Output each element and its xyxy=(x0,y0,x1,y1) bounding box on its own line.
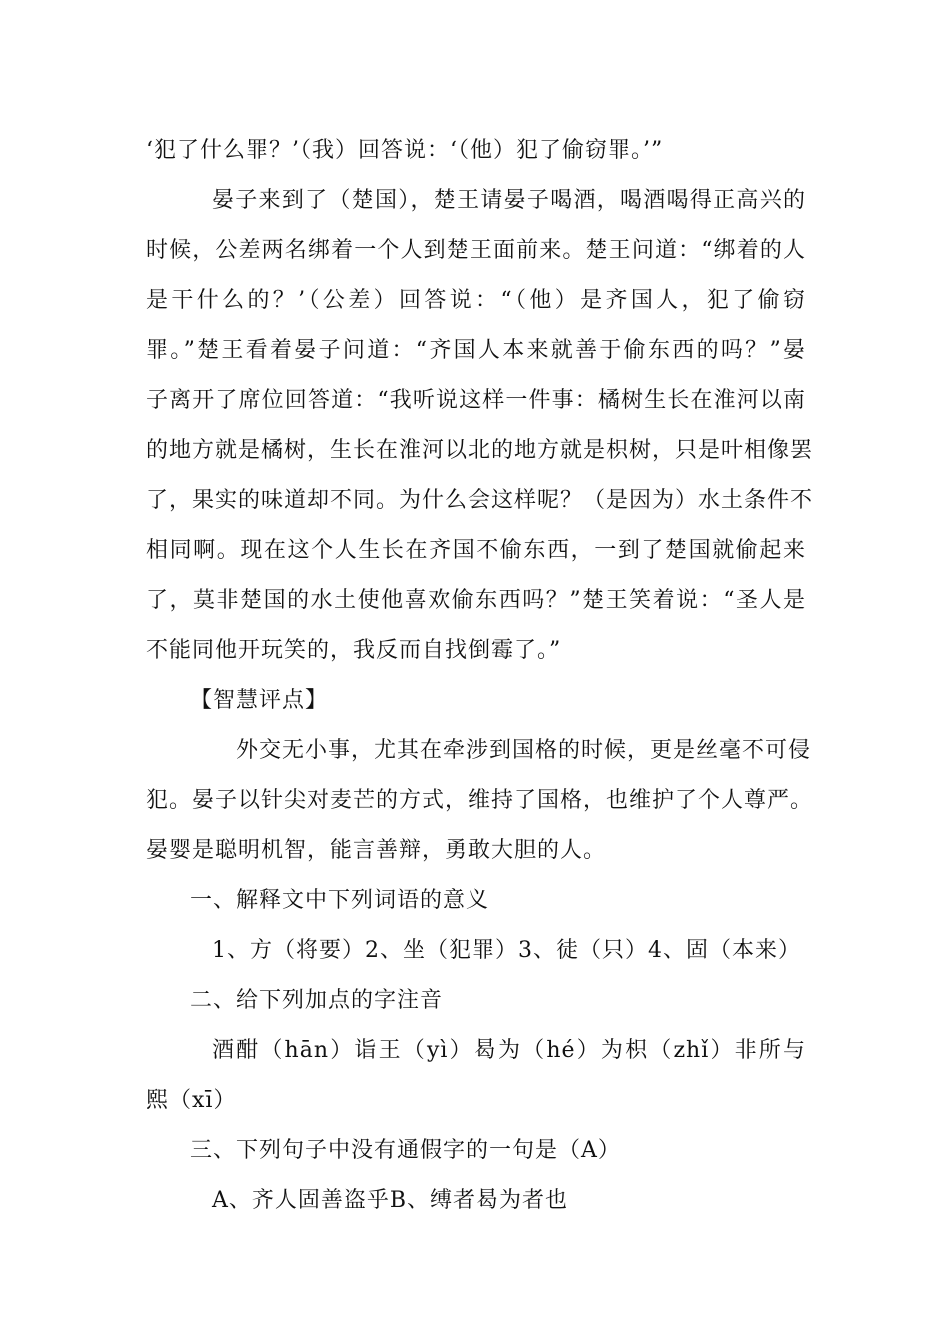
story-line-11: 不能同他开玩笑的，我反而自找倒霉了。” xyxy=(146,638,562,663)
story-line-3: 时候，公差两名绑着一个人到楚王面前来。楚王问道：“绑着的人 xyxy=(146,238,806,263)
story-line-5: 罪。”楚王看着晏子问道：“齐国人本来就善于偷东西的吗？”晏 xyxy=(146,338,806,363)
comment-line-2: 犯。晏子以针尖对麦芒的方式，维持了国格，也维护了个人尊严。 xyxy=(146,788,814,813)
question-1-answer: 1、方（将要）2、坐（犯罪）3、徒（只）4、固（本来） xyxy=(212,938,801,963)
story-line-6: 子离开了席位回答道：“我听说这样一件事：橘树生长在淮河以南 xyxy=(146,388,806,413)
question-3-heading: 三、下列句子中没有通假字的一句是（A） xyxy=(190,1138,621,1163)
story-line-2: 晏子来到了（楚国），楚王请晏子喝酒，喝酒喝得正高兴的 xyxy=(212,188,806,213)
comment-heading: 【智慧评点】 xyxy=(190,688,329,713)
story-line-1: ‘犯了什么罪？’（我）回答说：‘（他）犯了偷窃罪。’” xyxy=(146,138,664,163)
question-2-answer-line-1: 酒酣（hān）诣王（yì）曷为（hé）为枳（zhǐ）非所与 xyxy=(212,1038,806,1063)
comment-line-1: 外交无小事，尤其在牵涉到国格的时候，更是丝毫不可侵 xyxy=(236,738,812,763)
question-2-heading: 二、给下列加点的字注音 xyxy=(190,988,444,1013)
story-line-9: 相同啊。现在这个人生长在齐国不偷东西，一到了楚国就偷起来 xyxy=(146,538,806,563)
story-line-10: 了，莫非楚国的水土使他喜欢偷东西吗？”楚王笑着说：“圣人是 xyxy=(146,588,806,613)
comment-line-3: 晏婴是聪明机智，能言善辩，勇敢大胆的人。 xyxy=(146,838,607,863)
question-3-option: A、齐人固善盗乎B、缚者曷为者也 xyxy=(212,1188,569,1213)
story-line-4: 是干什么的？’（公差）回答说：“（他）是齐国人，犯了偷窃 xyxy=(146,288,806,313)
story-line-8: 了，果实的味道却不同。为什么会这样呢？（是因为）水土条件不 xyxy=(146,488,814,513)
story-line-7: 的地方就是橘树，生长在淮河以北的地方就是枳树，只是叶相像罢 xyxy=(146,438,814,463)
question-1-heading: 一、解释文中下列词语的意义 xyxy=(190,888,490,913)
question-2-answer-line-2: 熙（xī） xyxy=(146,1088,237,1113)
